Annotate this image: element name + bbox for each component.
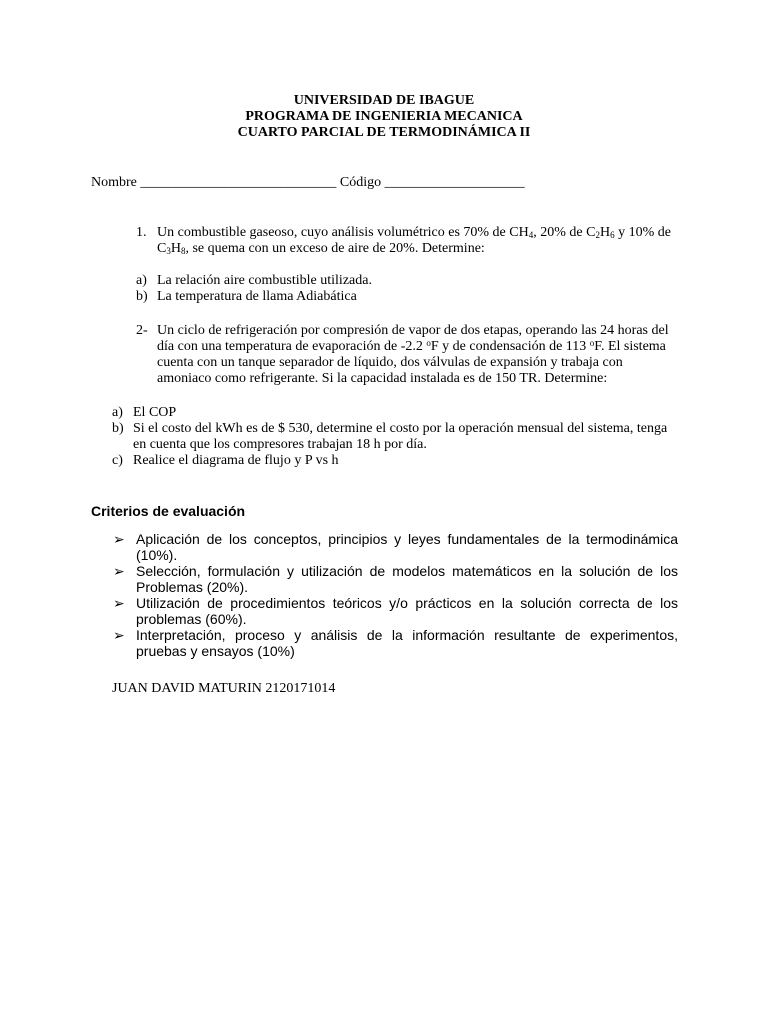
question-2-text: Un ciclo de refrigeración por compresión de vapor de dos etapas, operando las 24 horas del día con una temperatura de evaporación de -2.2 $^o$F y de condensación de 113 $^o$F. El sistema cuenta con un tanque separador de líquido, dos válvulas de expansión y trabaja con amoniaco como refrigerante. Si la capacidad instalada es de 150 TR. Determine:: [157, 323, 669, 386]
question-2: [136, 323, 676, 387]
item-text: Realice el diagrama de flujo y P vs h: [133, 453, 339, 468]
criteria-text: Interpretación, proceso y análisis de la información resultante de experimentos, pruebas y ensayos (10%): [136, 627, 678, 659]
program-name: PROGRAMA DE INGENIERIA MECANICA: [245, 109, 523, 124]
list-item: [112, 453, 672, 469]
question-2-number: 2-: [136, 323, 148, 338]
list-item: [136, 289, 372, 305]
student-info-row: [91, 175, 525, 191]
arrow-bullet-icon: ➢: [113, 563, 125, 579]
question-1-text: Un combustible gaseoso, cuyo análisis volumétrico es 70% de $CH_4$, 20% de $C_2H_6$ y 10% de $C_3H_8$, se quema con un exceso de aire de 20%. Determine:: [157, 225, 671, 256]
student-signature: JUAN DAVID MATURIN 2120171014: [112, 681, 336, 696]
university-name: UNIVERSIDAD DE IBAGUE: [293, 93, 475, 108]
question-1-number: 1.: [136, 225, 147, 240]
criteria-item: [113, 531, 678, 563]
arrow-bullet-icon: ➢: [113, 595, 125, 611]
code-blank-line: ____________________: [384, 175, 525, 190]
item-text: El COP: [133, 405, 177, 420]
name-blank-line: ____________________________: [140, 175, 337, 190]
item-label: a): [136, 273, 147, 288]
list-item: [112, 405, 672, 421]
item-label: c): [112, 453, 123, 468]
question-1: [136, 225, 676, 257]
criteria-item: [113, 563, 678, 595]
question-2-items: [112, 405, 672, 469]
arrow-bullet-icon: ➢: [113, 627, 125, 643]
document-header: [0, 93, 768, 141]
criteria-text: Aplicación de los conceptos, principios y leyes fundamentales de la termodinámica (10%).: [136, 531, 678, 563]
list-item: [112, 421, 672, 453]
criteria-text: Selección, formulación y utilización de modelos matemáticos en la solución de los Problemas (20%).: [136, 563, 678, 595]
item-label: a): [112, 405, 123, 420]
question-1-items: [136, 273, 372, 305]
list-item: [136, 273, 372, 289]
arrow-bullet-icon: ➢: [113, 531, 125, 547]
name-label: Nombre: [91, 175, 137, 190]
item-text: La temperatura de llama Adiabática: [157, 289, 357, 304]
exam-title: CUARTO PARCIAL DE TERMODINÁMICA II: [237, 125, 531, 140]
item-text: La relación aire combustible utilizada.: [157, 273, 372, 288]
criteria-text: Utilización de procedimientos teóricos y/o prácticos en la solución correcta de los problemas (60%).: [136, 595, 678, 627]
criteria-item: [113, 627, 678, 659]
criteria-list: [113, 531, 678, 659]
item-label: b): [136, 289, 148, 304]
item-text: Si el costo del kWh es de $ 530, determine el costo por la operación mensual del sistema, tenga en cuenta que los compresores trabajan 18 h por día.: [133, 421, 668, 452]
item-label: b): [112, 421, 124, 436]
criteria-item: [113, 595, 678, 627]
code-label: Código: [339, 175, 382, 190]
criteria-heading: Criterios de evaluación: [91, 503, 246, 519]
